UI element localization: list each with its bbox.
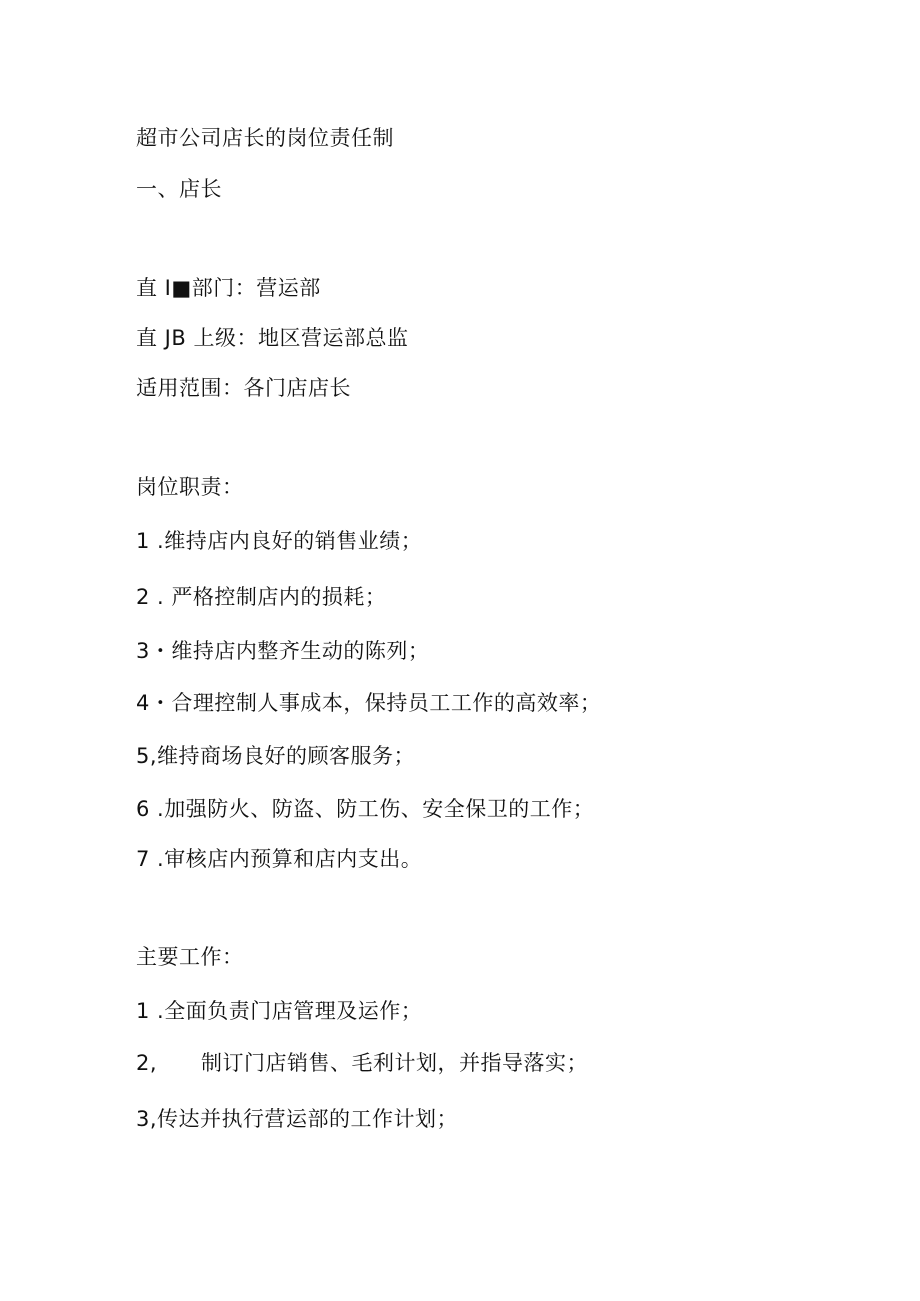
- main-work-heading: 主要工作：: [136, 945, 244, 969]
- duty-item: 5,维持商场良好的顾客服务；: [136, 744, 416, 768]
- duty-item: 6 .加强防火、防盗、防工伤、安全保卫的工作；: [136, 797, 595, 821]
- work-item: 1 .全面负责门店管理及运作；: [136, 999, 423, 1023]
- duties-heading: 岗位职责：: [136, 475, 244, 499]
- work-item: 3,传达并执行营运部的工作计划；: [136, 1107, 459, 1131]
- work-item-number: 2,: [136, 1051, 158, 1075]
- work-item: [136, 1050, 588, 1076]
- duty-item: 3・维持店内整齐生动的陈列；: [136, 639, 430, 663]
- superior-line: 直 JB 上级：地区营运部总监: [136, 326, 409, 350]
- duty-item: 7 .审核店内预算和店内支出。: [136, 847, 423, 871]
- department-line: 直 I■部门：营运部: [136, 276, 321, 300]
- duty-item: 2 . 严格控制店内的损耗；: [136, 585, 387, 609]
- duty-item: 1 .维持店内良好的销售业绩；: [136, 529, 423, 553]
- work-item-text: 制订门店销售、毛利计划，并指导落实；: [201, 1051, 589, 1075]
- scope-line: 适用范围：各门店店长: [136, 376, 351, 400]
- section-heading: 一、店长: [136, 177, 222, 201]
- duty-item: 4・合理控制人事成本，保持员工工作的高效率；: [136, 691, 602, 715]
- document-title: 超市公司店长的岗位责任制: [136, 126, 394, 150]
